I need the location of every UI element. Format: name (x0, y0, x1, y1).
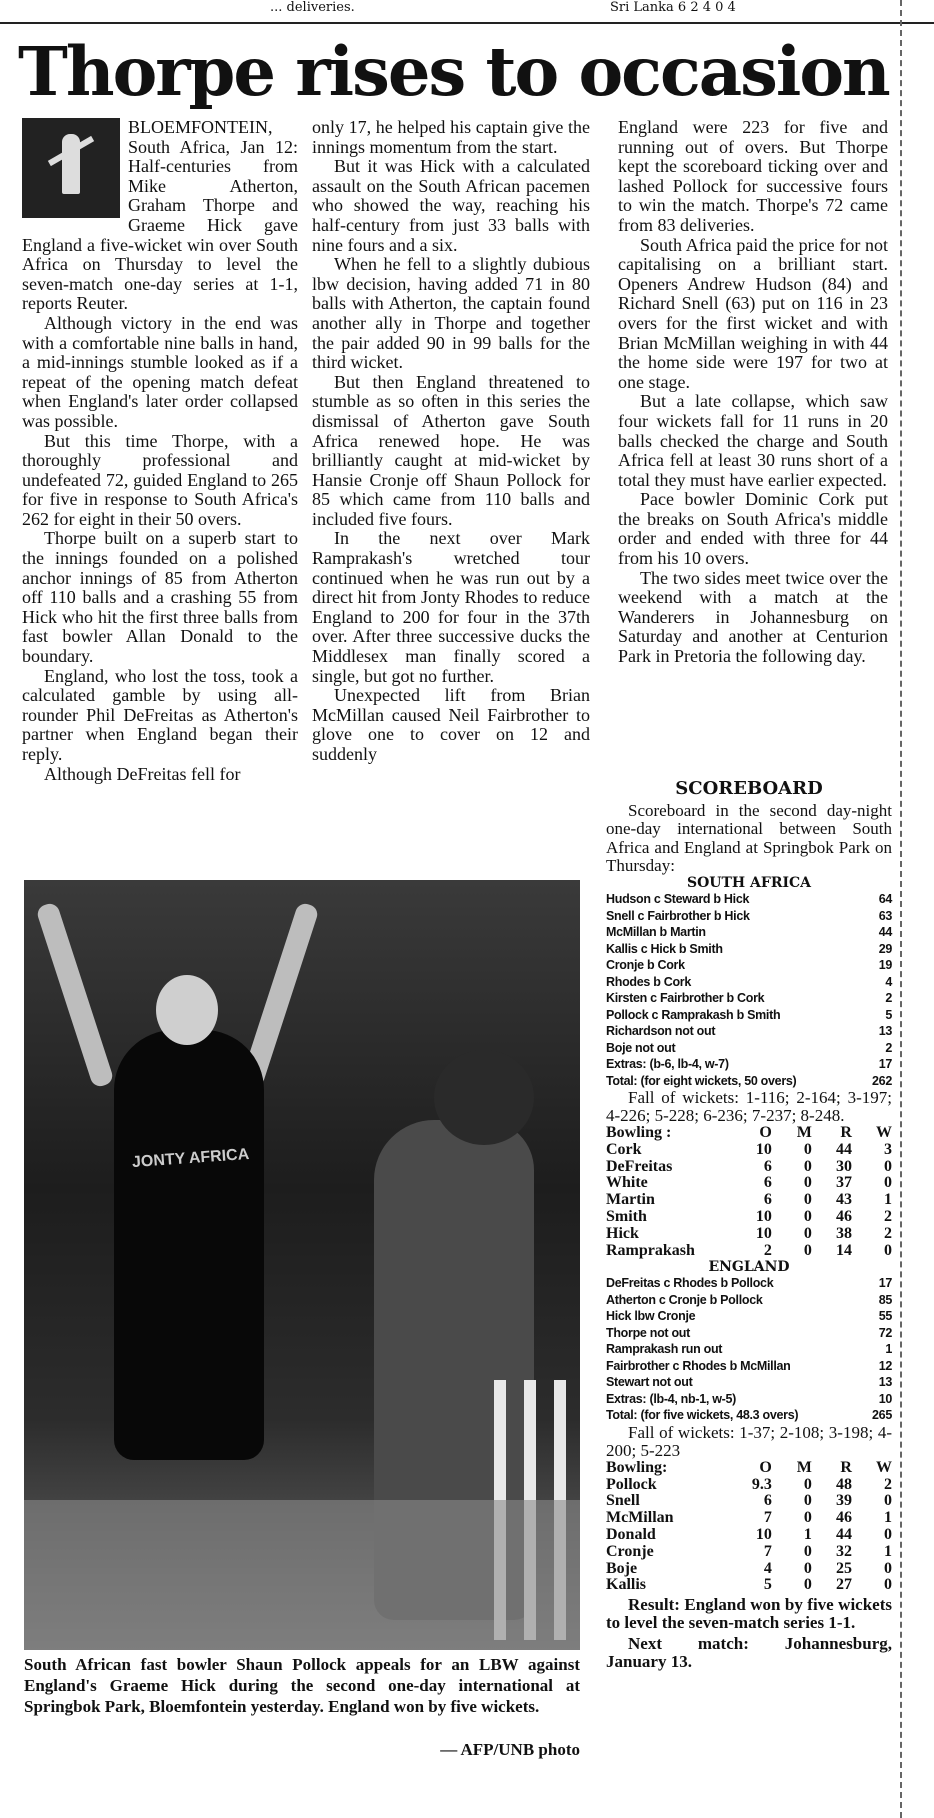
paragraph: England were 223 for five and running out of overs. But Thorpe kept the scoreboard ticking over and lashed Pollock for successive fours to win the match. Thorpe's 72 came from 83 deliveries. (618, 117, 888, 235)
sa-fall-of-wickets: Fall of wickets: 1-116; 2-164; 3-197; 4-226; 5-228; 6-236; 7-237; 8-248. (606, 1088, 892, 1126)
bowling-figure: 0 (884, 1157, 892, 1175)
bowler-name: Ramprakash (606, 1241, 695, 1259)
batsman-name: Thorpe not out (606, 1325, 690, 1340)
team-heading-sa: SOUTH AFRICA (686, 875, 812, 892)
bowling-figure: 0 (803, 1241, 812, 1259)
bowling-row (606, 1527, 892, 1544)
batting-row (606, 957, 892, 974)
bowling-figure: 0 (803, 1475, 812, 1493)
pitch (24, 1500, 580, 1650)
batting-row (606, 1407, 892, 1424)
paragraph: But a late collapse, which saw four wickets fall for 11 runs in 20 balls checked the charge and South Africa fell at least 30 runs short of a total they must have earlier expected. (618, 391, 888, 490)
bowling-row (606, 1226, 892, 1243)
bowling-figure: 14 (835, 1241, 852, 1259)
bowling-figure: 1 (803, 1526, 812, 1544)
batsman-runs: 44 (878, 925, 892, 940)
bowling-figure: 39 (835, 1492, 852, 1510)
bowling-row (606, 1544, 892, 1561)
batting-row (606, 1007, 892, 1024)
bowling-figure: R (840, 1458, 852, 1476)
bowling-figure: 44 (835, 1526, 852, 1544)
bowling-figure: 46 (835, 1208, 852, 1225)
batsman-runs: 63 (878, 908, 892, 923)
bowling-figure: 43 (835, 1191, 852, 1209)
batsman-name: Atherton c Cronje b Pollock (606, 1292, 763, 1307)
batting-row (606, 1308, 892, 1325)
batsman-name: Total: (for five wickets, 48.3 overs) (606, 1408, 799, 1423)
batsman-name: Pollock c Ramprakash b Smith (606, 1007, 781, 1022)
batsman-runs: 2 (885, 991, 892, 1006)
bowler-name: Snell (606, 1492, 640, 1510)
bowler-name: White (606, 1174, 648, 1192)
cricket-thumbnail-icon (22, 118, 120, 218)
batsman-name: Kirsten c Fairbrother b Cork (606, 991, 765, 1006)
batsman-runs: 262 (872, 1073, 892, 1088)
bowling-figure: 48 (835, 1475, 852, 1493)
bowling-row (606, 1159, 892, 1176)
bowling-row (606, 1243, 892, 1260)
batting-row (606, 1391, 892, 1408)
batsman-runs: 85 (878, 1292, 892, 1307)
batsman-runs: 2 (885, 1040, 892, 1055)
bowling-figure: 0 (803, 1191, 812, 1209)
paragraph: Unexpected lift from Brian McMillan caused Neil Fairbrother to glove one to cover on 12 and suddenly (312, 685, 590, 764)
paragraph: Pace bowler Dominic Cork put the breaks on South Africa's middle order and ended with three for 44 from his 10 overs. (618, 489, 888, 569)
batsman-name: Kallis c Hick b Smith (606, 941, 723, 956)
bowler-name: DeFreitas (606, 1157, 673, 1175)
batting-row (606, 891, 892, 908)
bowling-figure: 0 (803, 1542, 812, 1560)
bowling-figure: 0 (803, 1224, 812, 1242)
bowling-figure: 1 (884, 1542, 892, 1560)
batsman-name: Fairbrother c Rhodes b McMillan (606, 1358, 791, 1373)
bowling-figure: W (876, 1124, 892, 1142)
batsman-runs: 13 (878, 1375, 892, 1390)
paragraph: only 17, he helped his captain give the innings momentum from the start. (312, 117, 590, 157)
article-column-2 (312, 118, 590, 765)
batsman-name: Snell c Fairbrother b Hick (606, 908, 750, 923)
bowling-figure: M (796, 1458, 812, 1476)
batsman-runs: 265 (872, 1408, 892, 1423)
batsman-name: Ramprakash run out (606, 1342, 723, 1357)
helmet (434, 1050, 534, 1145)
batsman-runs: 17 (878, 1276, 892, 1291)
bowling-figure: 38 (835, 1224, 852, 1242)
bowling-row (606, 1510, 892, 1527)
bowling-figure: 0 (884, 1241, 892, 1259)
batting-row (606, 1275, 892, 1292)
bowling-figure: 25 (835, 1559, 852, 1577)
batsman-runs: 5 (885, 1007, 892, 1022)
bowling-figure: 0 (803, 1157, 812, 1175)
column-rule (900, 0, 902, 1818)
bowling-figure: 3 (884, 1140, 892, 1158)
bowling-figure: 6 (763, 1191, 772, 1209)
bowling-figure: 0 (803, 1576, 812, 1594)
batsman-runs: 72 (878, 1325, 892, 1340)
scoreboard-intro: Scoreboard in the second day-night one-day international between South Africa and England at Springbok Park on Thursday: (606, 801, 892, 875)
bowling-row (606, 1209, 892, 1226)
batsman-runs: 55 (878, 1309, 892, 1324)
bowling-figure: 46 (835, 1509, 852, 1527)
bowler-name: Kallis (606, 1576, 647, 1594)
batsman-name: Total: (for eight wickets, 50 overs) (606, 1073, 797, 1088)
top-strip-left: ... deliveries. (270, 0, 355, 15)
batsman-runs: 29 (878, 941, 892, 956)
bowler-name: Bowling : (606, 1124, 672, 1142)
batsman-name: Hudson c Steward b Hick (606, 892, 750, 907)
bowling-figure: 0 (884, 1526, 892, 1544)
top-strip (0, 0, 934, 24)
top-strip-right: Sri Lanka 6 2 4 0 4 (610, 0, 736, 15)
batting-row (606, 1056, 892, 1073)
bowling-figure: 0 (803, 1208, 812, 1225)
bowling-figure: 0 (803, 1559, 812, 1577)
batting-row (606, 1073, 892, 1090)
paragraph: BLOEMFONTEIN, South Africa, Jan 12: Half-centuries from Mike Atherton, Graham Thorpe and Graeme Hick gave England a five-wicket win over South Africa on Thursday to level the seven-match one-day series at 1-1, reports Reuter. (22, 117, 298, 314)
batsman-name: Stewart not out (606, 1375, 693, 1390)
batsman-runs: 12 (878, 1358, 892, 1373)
bowling-figure: 0 (803, 1492, 812, 1510)
shirt-text: JONTY AFRICA (131, 1145, 250, 1172)
bowler-name: Bowling: (606, 1458, 668, 1476)
batsman-runs: 19 (878, 958, 892, 973)
bowling-figure: 44 (835, 1140, 852, 1158)
bowling-figure: 6 (763, 1492, 772, 1510)
batsman-runs: 64 (878, 892, 892, 907)
batsman-runs: 1 (885, 1342, 892, 1357)
bowling-figure: 2 (884, 1224, 892, 1242)
batsman-runs: 17 (878, 1057, 892, 1072)
paragraph: South Africa paid the price for not capitalising on a brilliant start. Openers Andrew Hudson (84) and Richard Snell (63) put on 116 in 23 overs for the first wicket and with Brian McMillan weighing in with 44 the home side were 197 for two at one stage. (618, 234, 888, 392)
batsman-name: Richardson not out (606, 1024, 716, 1039)
paragraph: Thorpe built on a superb start to the innings founded on a polished anchor innings of 85 from Atherton off 110 balls and a crashing 55 from Hick who hit the first three balls from fast bowler Allan Donald to the boundary. (22, 528, 298, 667)
bowling-figure: 0 (884, 1576, 892, 1594)
batting-row (606, 924, 892, 941)
bowling-row (606, 1142, 892, 1159)
batsman-name: Extras: (b-6, lb-4, w-7) (606, 1057, 729, 1072)
bowler-name: Boje (606, 1559, 638, 1577)
bowling-figure: 4 (763, 1559, 772, 1577)
batting-row (606, 1023, 892, 1040)
bowler-name: Cork (606, 1140, 642, 1158)
bowling-row (606, 1175, 892, 1192)
bowling-figure: 2 (884, 1475, 892, 1493)
team-heading-eng: ENGLAND (708, 1259, 790, 1276)
batsman-name: DeFreitas c Rhodes b Pollock (606, 1276, 774, 1291)
batsman-name: McMillan b Martin (606, 925, 706, 940)
bowling-header (606, 1125, 892, 1142)
bowling-figure: 0 (803, 1140, 812, 1158)
bowling-figure: 32 (835, 1542, 852, 1560)
scoreboard-title: SCOREBOARD (675, 778, 823, 799)
sa-batting-list (606, 891, 892, 1089)
eng-bowling-table (606, 1460, 892, 1594)
batting-row (606, 941, 892, 958)
article-column-1 (22, 118, 298, 784)
bowling-figure: 0 (884, 1559, 892, 1577)
bowling-figure: 10 (755, 1526, 772, 1544)
bowling-figure: 10 (755, 1224, 772, 1242)
bowling-row (606, 1192, 892, 1209)
bowler-name: McMillan (606, 1509, 674, 1527)
batting-row (606, 974, 892, 991)
batting-row (606, 908, 892, 925)
paragraph: In the next over Mark Ramprakash's wretched tour continued when he was run out by a direct hit from Jonty Rhodes to reduce England to 200 for four in the 37th over. After three successive ducks the Middlesex man finally scored a single, but got no further. (312, 528, 590, 686)
bowler-name: Pollock (606, 1475, 657, 1493)
bowling-row (606, 1493, 892, 1510)
bowling-figure: 0 (884, 1492, 892, 1510)
bowling-figure: 37 (835, 1174, 852, 1192)
bowling-figure: 2 (884, 1208, 892, 1225)
batsman-name: Hick lbw Cronje (606, 1309, 696, 1324)
bowling-figure: 1 (884, 1509, 892, 1527)
next-match: Next match: Johannesburg, January 13. (606, 1633, 892, 1671)
scoreboard (606, 780, 892, 1671)
paragraph: But it was Hick with a calculated assault on the South African pacemen who showed the way, reaching his half-century from just 33 balls with nine fours and a six. (312, 156, 590, 255)
paragraph: The two sides meet twice over the weekend with a match at the Wanderers in Johannesburg on Saturday and another at Centurion Park in Pretoria the following day. (618, 567, 888, 667)
batsman-runs: 13 (878, 1024, 892, 1039)
bowling-figure: O (759, 1124, 772, 1142)
sa-bowling-table (606, 1125, 892, 1259)
match-photo (24, 880, 580, 1650)
bowling-row (606, 1477, 892, 1494)
batting-row (606, 990, 892, 1007)
bowling-figure: R (840, 1124, 852, 1142)
bowler-head (156, 975, 218, 1045)
bowling-figure: 5 (763, 1576, 772, 1594)
bowling-figure: 10 (755, 1140, 772, 1158)
bowling-figure: 7 (763, 1542, 772, 1560)
batsman-name: Boje not out (606, 1040, 676, 1055)
paragraph: But then England threatened to stumble as so often in this series the dismissal of Atherton gave South Africa renewed hope. He was brilliantly caught at mid-wicket by Hansie Cronje off Shaun Pollock for 85 which came from 110 balls and included five fours. (312, 371, 590, 529)
bowling-figure: 0 (803, 1509, 812, 1527)
match-result: Result: England won by five wickets to level the seven-match series 1-1. (606, 1595, 892, 1633)
bowling-figure: 30 (835, 1157, 852, 1175)
batting-row (606, 1325, 892, 1342)
batsman-runs: 4 (885, 974, 892, 989)
bowling-figure: 6 (763, 1157, 772, 1175)
bowling-figure: O (759, 1458, 772, 1476)
bowler-arm (35, 901, 115, 1088)
paragraph: When he fell to a slightly dubious lbw decision, having added 71 in 80 balls with Atherton, the captain found another ally in Thorpe and together the pair added 90 in 99 balls for the third wicket. (312, 254, 590, 373)
paragraph: Although DeFreitas fell for (44, 763, 241, 784)
bowler-name: Donald (606, 1526, 656, 1544)
bowler-name: Smith (606, 1208, 647, 1225)
batsman-name: Extras: (lb-4, nb-1, w-5) (606, 1391, 737, 1406)
bowling-figure: 0 (884, 1174, 892, 1192)
bowling-figure: 7 (763, 1509, 772, 1527)
batsman-name: Rhodes b Cork (606, 974, 691, 989)
batsman-runs: 10 (878, 1391, 892, 1406)
bowling-figure: M (796, 1124, 812, 1142)
eng-fall-of-wickets: Fall of wickets: 1-37; 2-108; 3-198; 4-200; 5-223 (606, 1422, 892, 1460)
bowling-row (606, 1577, 892, 1594)
batting-row (606, 1341, 892, 1358)
headline: Thorpe rises to occasion (18, 32, 889, 111)
batsman-name: Cronje b Cork (606, 958, 685, 973)
bowling-figure: 10 (755, 1208, 772, 1225)
bowling-row (606, 1561, 892, 1578)
batting-row (606, 1040, 892, 1057)
photo-credit: — AFP/UNB photo (440, 1740, 580, 1759)
article-column-3 (618, 118, 888, 667)
bowler-name: Cronje (606, 1542, 654, 1560)
bowling-figure: 27 (835, 1576, 852, 1594)
bowling-figure: 1 (884, 1191, 892, 1209)
photo-caption: South African fast bowler Shaun Pollock appeals for an LBW against England's Graeme Hick during the second one-day international at Springbok Park, Bloemfontein yesterday. England won by five wickets. (24, 1655, 580, 1716)
bowling-header (606, 1460, 892, 1477)
bowler-name: Hick (606, 1224, 639, 1242)
eng-batting-list (606, 1275, 892, 1424)
paragraph: England, who lost the toss, took a calculated gamble by using all-rounder Phil DeFreitas as Atherton's partner when England began their reply. (22, 665, 298, 764)
bowler-name: Martin (606, 1191, 655, 1209)
batting-row (606, 1358, 892, 1375)
bowling-figure: 0 (803, 1174, 812, 1192)
batting-row (606, 1374, 892, 1391)
bowling-figure: 2 (763, 1241, 772, 1259)
paragraph: Although victory in the end was with a comfortable nine balls in hand, a mid-innings stumble looked as if a repeat of the opening match defeat when England's later order collapsed was possible. (22, 312, 298, 431)
bowler-figure (114, 1030, 264, 1460)
batting-row (606, 1292, 892, 1309)
bowling-figure: W (876, 1458, 892, 1476)
bowling-figure: 9.3 (751, 1475, 772, 1493)
paragraph: But this time Thorpe, with a thoroughly professional and undefeated 72, guided England to 265 for five in response to South Africa's 262 for eight in their 50 overs. (22, 430, 298, 529)
bowling-figure: 6 (763, 1174, 772, 1192)
